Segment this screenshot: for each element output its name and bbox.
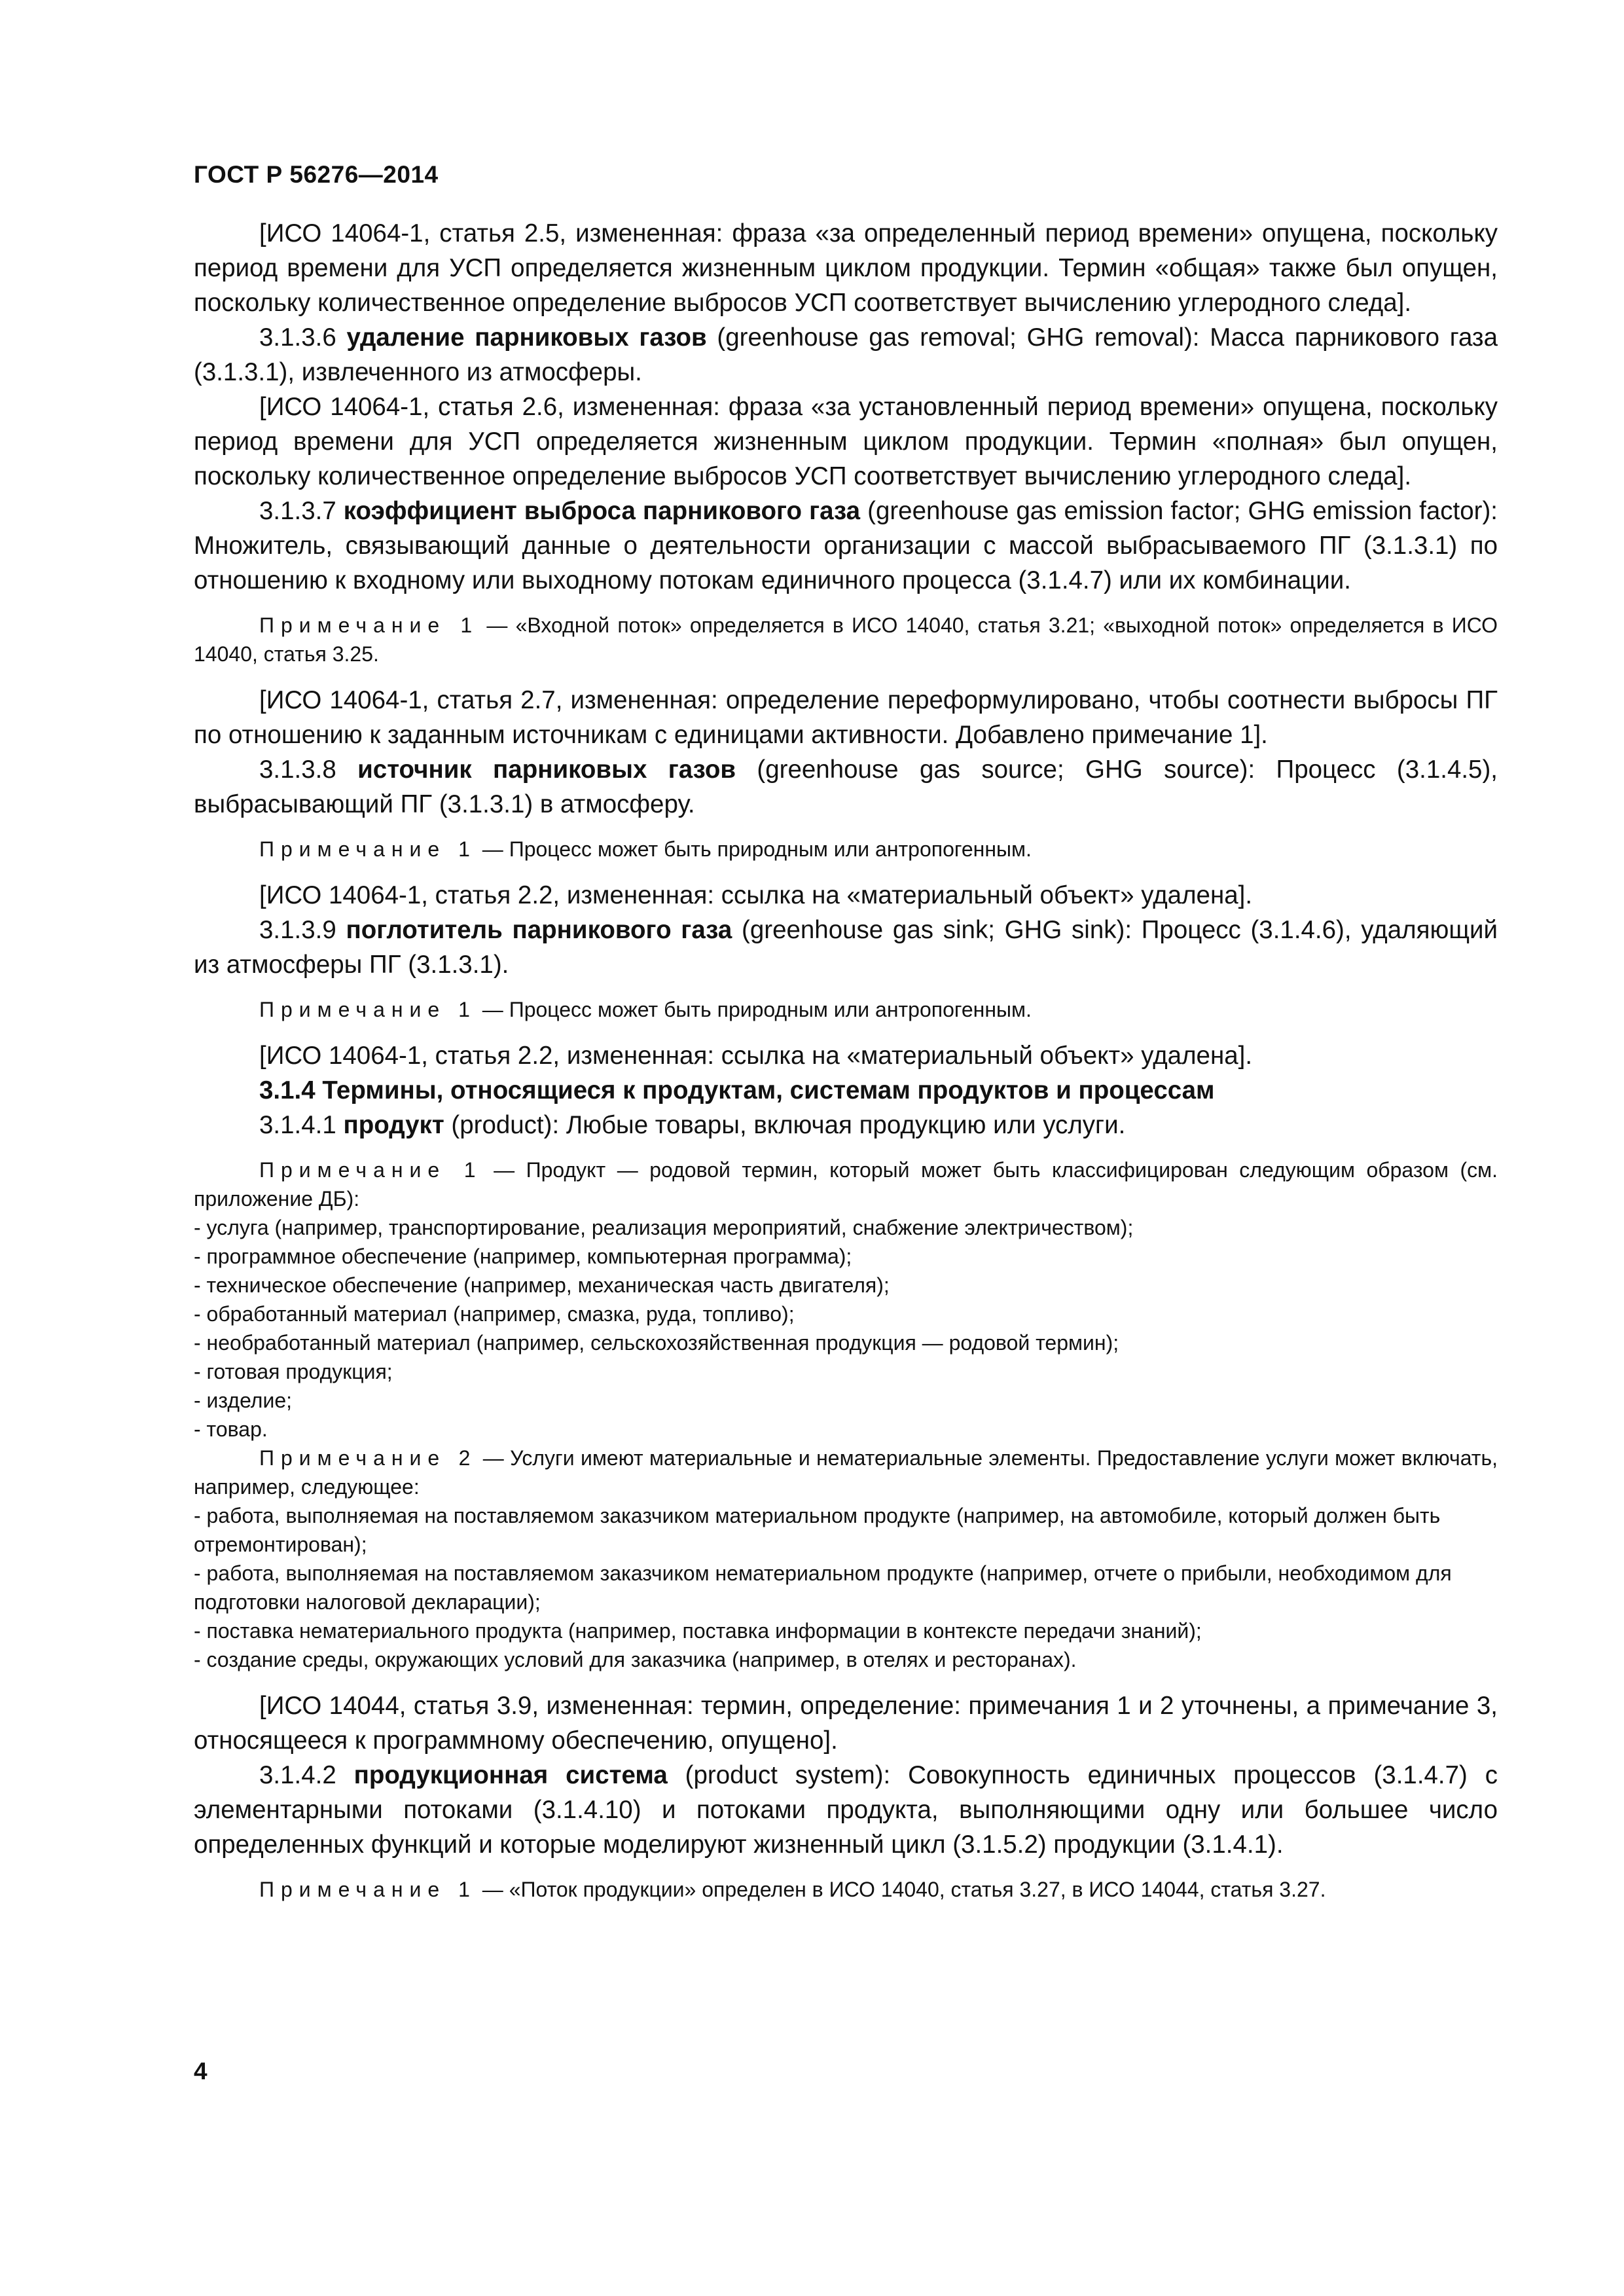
term-name: коэффициент выброса парникового газа <box>343 497 861 525</box>
page-number: 4 <box>194 2058 208 2085</box>
note <box>194 1444 1498 1501</box>
document-body <box>194 216 1498 1904</box>
term-name: поглотитель парникового газа <box>346 916 732 944</box>
term-name: удаление парниковых газов <box>346 323 707 352</box>
note-text: — «Поток продукции» определен в ИСО 14040, статья 3.27, в ИСО 14044, статья 3.27. <box>482 1878 1326 1901</box>
term-definition <box>194 320 1498 390</box>
source-reference: [ИСО 14064-1, статья 2.2, измененная: ссылка на «материальный объект» удалена]. <box>259 881 1253 909</box>
document-header: ГОСТ Р 56276—2014 <box>194 161 439 188</box>
term-definition <box>194 1108 1498 1142</box>
source-reference: [ИСО 14064-1, статья 2.5, измененная: фраза «за определенный период времени» опущена, поскольку период времени для УСП определяется жизненным циклом продукции. Термин «общая» также был опущен, поскольку количественное определение выбросов УСП соответствует вычислению углеродного следа]. <box>194 219 1498 317</box>
list-item: - работа, выполняемая на поставляемом заказчиком нематериальном продукте (например, отчете о прибыли, необходимом для подготовки налоговой декларации); <box>194 1561 1452 1614</box>
list-item: - программное обеспечение (например, компьютерная программа); <box>194 1245 852 1268</box>
note <box>194 611 1498 668</box>
term-definition <box>194 752 1498 822</box>
list-item: - услуга (например, транспортирование, реализация мероприятий, снабжение электричеством); <box>194 1216 1134 1239</box>
note-label: Примечание 1 <box>259 613 479 637</box>
term-number: 3.1.4.1 <box>259 1111 336 1139</box>
term-text: (greenhouse gas removal; GHG removal): Масса парникового газа (3.1.3.1), извлеченного из атмосферы. <box>194 323 1498 386</box>
term-definition <box>194 494 1498 598</box>
term-text: (product): Любые товары, включая продукцию или услуги. <box>451 1111 1126 1139</box>
list-item: - поставка нематериального продукта (например, поставка информации в контексте передачи знаний); <box>194 1619 1202 1643</box>
source-reference: [ИСО 14064-1, статья 2.7, измененная: определение переформулировано, чтобы соотнести выбросы ПГ по отношению к заданным источникам с единицами активности. Добавлено примечание 1]. <box>194 686 1498 749</box>
term-name: источник парниковых газов <box>357 756 736 784</box>
note-label: Примечание 1 <box>259 1158 482 1182</box>
term-number: 3.1.3.7 <box>259 497 336 525</box>
note <box>194 1875 1498 1904</box>
note-text: — Процесс может быть природным или антропогенным. <box>482 998 1032 1021</box>
list-item: - готовая продукция; <box>194 1360 393 1383</box>
term-text: (greenhouse gas emission factor; GHG emission factor): Множитель, связывающий данные о деятельности организации с массой выбрасываемого ПГ (3.1.3.1) по отношению к входному или выходному потокам единичного процесса (3.1.4.7) или их комбинации. <box>194 497 1498 594</box>
list-item: - товар. <box>194 1417 268 1441</box>
term-number: 3.1.3.8 <box>259 756 336 784</box>
section-heading: 3.1.4 Термины, относящиеся к продуктам, системам продуктов и процессам <box>259 1076 1215 1104</box>
source-reference: [ИСО 14064-1, статья 2.6, измененная: фраза «за установленный период времени» опущена, поскольку период времени для УСП определяется жизненным циклом продукции. Термин «полная» был опущен, поскольку количественное определение выбросов УСП соответствует вычислению углеродного следа]. <box>194 393 1498 490</box>
term-name: продукционная система <box>353 1761 668 1789</box>
term-text: (greenhouse gas source; GHG source): Процесс (3.1.4.5), выбрасывающий ПГ (3.1.3.1) в атмосферу. <box>194 756 1498 818</box>
note-label: Примечание 2 <box>259 1446 477 1470</box>
term-number: 3.1.4.2 <box>259 1761 336 1789</box>
list-item: - создание среды, окружающих условий для заказчика (например, в отелях и ресторанах). <box>194 1648 1077 1671</box>
note-text: — «Входной поток» определяется в ИСО 14040, статья 3.21; «выходной поток» определяется в ИСО 14040, статья 3.25. <box>194 613 1498 666</box>
note <box>194 995 1498 1024</box>
note-text: — Процесс может быть природным или антропогенным. <box>482 837 1032 861</box>
source-reference: [ИСО 14064-1, статья 2.2, измененная: ссылка на «материальный объект» удалена]. <box>259 1042 1253 1070</box>
term-text: (product system): Совокупность единичных процессов (3.1.4.7) с элементарными потоками (3.1.4.10) и потоками продукта, выполняющими одну или большее число определенных функций и которые моделируют жизненный цикл (3.1.5.2) продукции (3.1.4.1). <box>194 1761 1498 1859</box>
term-number: 3.1.3.6 <box>259 323 336 352</box>
term-name: продукт <box>343 1111 444 1139</box>
note-text: — Услуги имеют материальные и нематериальные элементы. Предоставление услуги может включать, например, следующее: <box>194 1446 1498 1499</box>
term-number: 3.1.3.9 <box>259 916 336 944</box>
note <box>194 1156 1498 1213</box>
note-label: Примечание 1 <box>259 998 477 1021</box>
list-item: - техническое обеспечение (например, механическая часть двигателя); <box>194 1273 890 1297</box>
note <box>194 835 1498 864</box>
list-item: - обработанный материал (например, смазка, руда, топливо); <box>194 1302 795 1326</box>
note-label: Примечание 1 <box>259 1878 477 1901</box>
source-reference: [ИСО 14044, статья 3.9, измененная: термин, определение: примечания 1 и 2 уточнены, а примечание 3, относящееся к программному обеспечению, опущено]. <box>194 1692 1498 1755</box>
note-label: Примечание 1 <box>259 837 477 861</box>
list-item: - необработанный материал (например, сельскохозяйственная продукция — родовой термин); <box>194 1331 1119 1355</box>
term-definition <box>194 1758 1498 1862</box>
term-text: (greenhouse gas sink; GHG sink): Процесс (3.1.4.6), удаляющий из атмосферы ПГ (3.1.3.1). <box>194 916 1498 979</box>
list-item: - работа, выполняемая на поставляемом заказчиком материальном продукте (например, на автомобиле, который должен быть отремонтирован); <box>194 1504 1441 1556</box>
note-text: — Продукт — родовой термин, который может быть классифицирован следующим образом (см. приложение ДБ): <box>194 1158 1498 1211</box>
term-definition <box>194 913 1498 982</box>
list-item: - изделие; <box>194 1389 293 1412</box>
